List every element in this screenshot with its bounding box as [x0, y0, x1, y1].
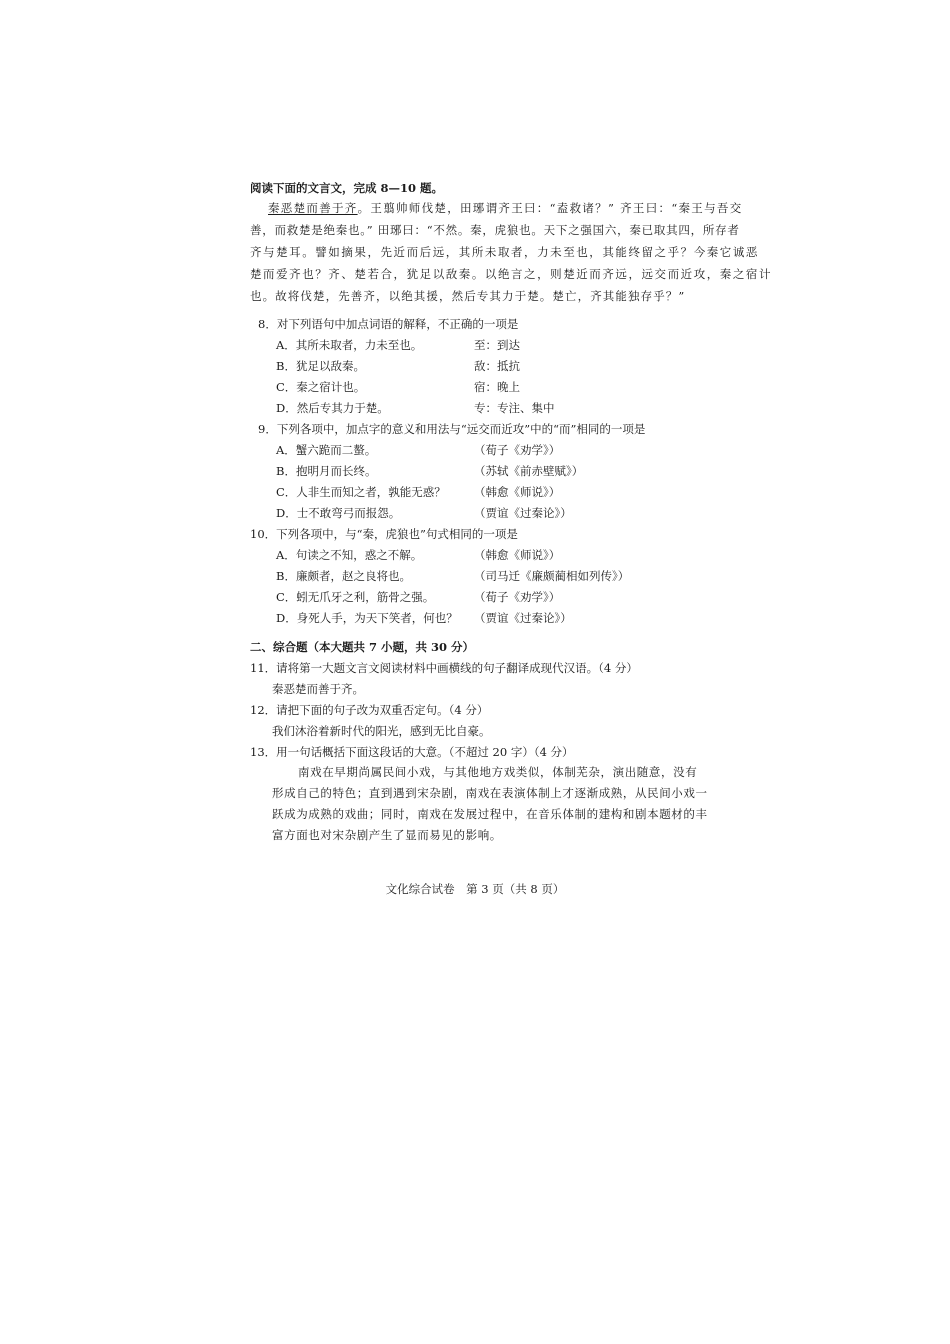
q8-option-a-note: 至：到达: [474, 338, 520, 352]
q9-stem: 9．下列各项中，加点字的意义和用法与“远交而近攻”中的“而”相同的一项是: [258, 422, 646, 436]
q13-paragraph: 南戏在早期尚属民间小戏，与其他地方戏类似，体制芜杂，演出随意，没有形成自己的特色；直到遇到宋杂剧，南戏在表演体制上才逐渐成熟，从民间小戏一跃成为成熟的戏曲；同时，南戏在发展过程中，在音乐体制的建构和剧本题材的丰富方面也对宋杂剧产生了显而易见的影响。: [272, 765, 708, 842]
q9-option-c: C．人非生而知之者，孰能无惑？: [276, 485, 446, 499]
q10-option-d-note: （贾谊《过秦论》）: [474, 611, 572, 625]
q9-option-a: A．蟹六跪而二螯。: [276, 443, 377, 457]
q13-stem: 13．用一句话概括下面这段话的大意。（不超过 20 字）（4 分）: [250, 745, 574, 759]
passage-line-3: 齐与楚耳。譬如摘果，先近而后远，其所未取者，力未至也，其能终留之乎？今秦它诚恶: [250, 245, 759, 259]
q8-option-a: A．其所未取者，力未至也。: [276, 338, 423, 352]
q10-option-b: B．廉颇者，赵之良将也。: [276, 569, 411, 583]
q9-option-b: B．抱明月而长终。: [276, 464, 377, 478]
q12-text: 我们沐浴着新时代的阳光，感到无比自豪。: [272, 724, 491, 738]
q10-option-a: A．句读之不知，惑之不解。: [276, 548, 423, 562]
q8-option-b-note: 敌：抵抗: [474, 359, 520, 373]
q8-option-d: D．然后专其力于楚。: [276, 401, 389, 415]
page-footer: 文化综合试卷 第 3 页（共 8 页）: [385, 882, 565, 896]
passage-line-5: 也。故将伐楚，先善齐，以绝其援，然后专其力于楚。楚亡，齐其能独存乎？”: [250, 289, 686, 303]
q9-option-b-note: （苏轼《前赤壁赋》）: [474, 464, 584, 478]
q9-option-d-note: （贾谊《过秦论》）: [474, 506, 572, 520]
passage-line-1-rest: 。王翦帅师伐楚，田琊谓齐王曰：“盍救诸？” 齐王曰：“秦王与吾交: [357, 201, 743, 215]
q8-option-d-note: 专：专注、集中: [474, 401, 555, 415]
q9-option-c-note: （韩愈《师说》）: [474, 485, 561, 499]
q9-option-d: D．士不敢弯弓而报怨。: [276, 506, 401, 520]
q12-stem: 12．请把下面的句子改为双重否定句。（4 分）: [250, 703, 489, 717]
q11-stem: 11．请将第一大题文言文阅读材料中画横线的句子翻译成现代汉语。（4 分）: [250, 661, 638, 675]
q11-text: 秦恶楚而善于齐。: [272, 682, 364, 696]
q10-option-a-note: （韩愈《师说》）: [474, 548, 561, 562]
q10-stem: 10．下列各项中，与“秦，虎狼也”句式相同的一项是: [250, 527, 518, 541]
q8-stem: 8．对下列语句中加点词语的解释，不正确的一项是: [258, 317, 519, 331]
q10-option-c: C．蚓无爪牙之利，筋骨之强。: [276, 590, 435, 604]
q9-option-a-note: （荀子《劝学》）: [474, 443, 561, 457]
underlined-sentence: 秦恶楚而善于齐: [268, 201, 358, 215]
section2-title: 二、综合题（本大题共 7 小题，共 30 分）: [250, 640, 475, 654]
q8-option-c-note: 宿：晚上: [474, 380, 520, 394]
q8-option-c: C．秦之宿计也。: [276, 380, 366, 394]
passage-line-1: [268, 200, 743, 216]
passage-line-4: 楚而爱齐也？齐、楚若合，犹足以敌秦。以绝言之，则楚近而齐远，远交而近攻，秦之宿计: [250, 267, 772, 281]
q10-option-d: D．身死人手，为天下笑者，何也？: [276, 611, 458, 625]
section-intro: 阅读下面的文言文，完成 8—10 题。: [250, 181, 444, 195]
q8-option-b: B．犹足以敌秦。: [276, 359, 365, 373]
passage-line-2: 善，而救楚是绝秦也。” 田琊曰：“不然。秦，虎狼也。天下之强国六，秦已取其四，所存者: [250, 223, 740, 237]
q10-option-c-note: （荀子《劝学》）: [474, 590, 561, 604]
q10-option-b-note: （司马迁《廉颇蔺相如列传》）: [474, 569, 630, 583]
